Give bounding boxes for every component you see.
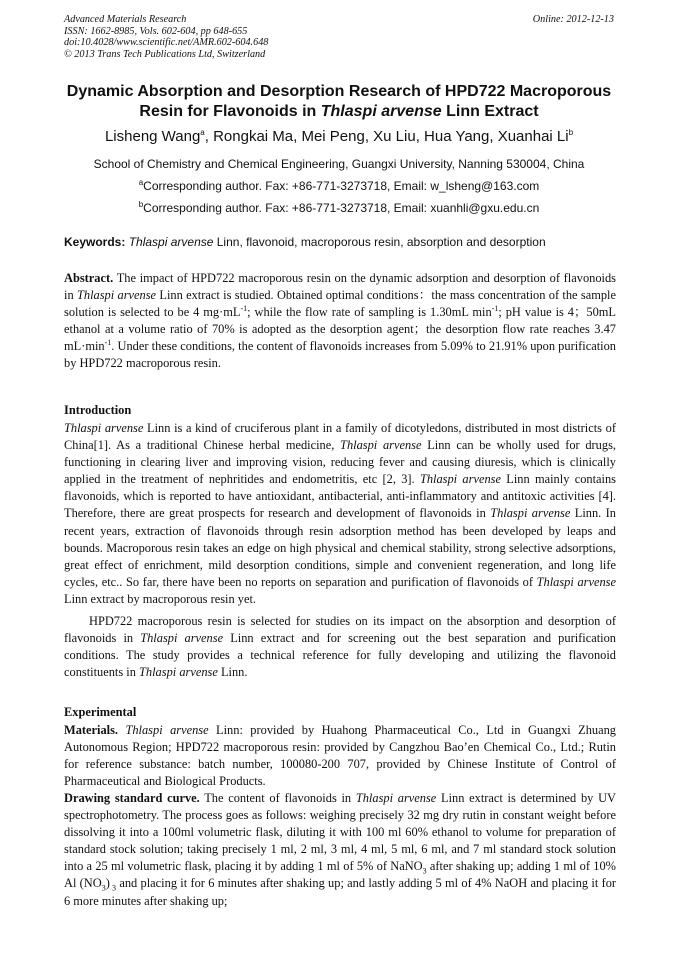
abstract-text: The impact of HPD722 macroporous resin on the dynamic adsorption and desorption of flavonoids in bbox=[64, 271, 616, 303]
intro-paragraph-2 bbox=[64, 613, 616, 681]
species-name: Thlaspi arvense bbox=[64, 421, 144, 435]
body-text: Linn extract and for screening out the best separation and purification conditions. The study provides a technical reference for fully developing and utilizing the flavonoid constituents in bbox=[64, 631, 616, 680]
title-text-end: Linn Extract bbox=[441, 103, 539, 120]
body-text: Linn is a kind of cruciferous plant in a family of dicotyledons, distributed in most districts of China[1]. As a traditional Chinese herbal medicine, bbox=[64, 421, 616, 453]
title-line-2 bbox=[40, 102, 638, 122]
paper-title bbox=[40, 82, 638, 122]
subscript: 3 bbox=[422, 866, 427, 876]
subscript: 3 bbox=[109, 883, 117, 893]
species-name: Thlaspi arvense bbox=[490, 506, 571, 521]
author-rest: , Rongkai Ma, Mei Peng, Xu Liu, Hua Yang, Xuanhai Li bbox=[204, 128, 569, 145]
abstract-text: ; pH value is 4；50mL ethanol at a volume ratio of 70% is adopted as the desorption agent；the desorption flow rate reaches 3.47 mL·min bbox=[64, 305, 616, 354]
body-text: and placing it for 6 minutes after shaking up; and lastly adding 5 ml of 4% NaOH and placing it for 6 more minutes after shaking up; bbox=[64, 876, 617, 908]
author-sup-b: b bbox=[568, 128, 574, 137]
abstract-sup: -1 bbox=[240, 304, 248, 314]
author-first: Lisheng Wang bbox=[104, 128, 201, 145]
body-text: HPD722 macroporous resin is selected for studies on its impact on the absorption and desorption of flavonoids in bbox=[64, 614, 616, 646]
copyright: © 2013 Trans Tech Publications Ltd, Switzerland bbox=[64, 48, 266, 60]
keywords-label: Keywords: bbox=[64, 235, 126, 249]
body-text: ) bbox=[105, 876, 110, 891]
author-list bbox=[40, 127, 638, 147]
species-name: Thlaspi arvense bbox=[340, 438, 422, 453]
section-heading-introduction: Introduction bbox=[64, 403, 132, 417]
species-name: Thlaspi arvense bbox=[355, 791, 437, 805]
species-name: Thlaspi arvense bbox=[140, 631, 224, 646]
standard-curve-paragraph bbox=[64, 790, 616, 910]
body-text: after shaking up; adding 1 ml of 10% Al (NO bbox=[64, 859, 617, 891]
materials-label: Materials. bbox=[64, 723, 119, 737]
online-date: Online: 2012-12-13 bbox=[532, 14, 614, 25]
subscript: 3 bbox=[101, 883, 106, 893]
journal-header bbox=[64, 14, 620, 60]
title-text: Resin for Flavonoids in bbox=[139, 103, 321, 120]
corresponding-author-a bbox=[40, 178, 638, 194]
keywords-species: Thlaspi arvense bbox=[128, 235, 214, 249]
abstract-sup: -1 bbox=[491, 304, 499, 314]
corr-a-sup: a bbox=[138, 178, 144, 187]
body-text: Linn extract is determined by UV spectrophotometry. The process goes as follows: weighing precisely 32 mg dry rutin in constant weight before dissolving it into a 100ml volumetric flask, diluting it with 100 ml 60% ethanol to volume for preparation of standard stock solution; taking precisely 1 ml, 2 ml, 3 ml, 4 ml, 5 ml, 6 ml, and 7 ml standard stock solution into a 25 ml volumetric flask, placing it by adding 1 ml of 5% of NaNO bbox=[64, 791, 616, 874]
abstract-sup: -1 bbox=[104, 338, 112, 348]
species-name: Thlaspi arvense bbox=[419, 472, 501, 487]
abstract-label: Abstract. bbox=[64, 271, 114, 285]
body-text: Linn. bbox=[217, 665, 248, 680]
abstract-text: ; while the flow rate of sampling is 1.30mL min bbox=[247, 305, 492, 320]
species-name: Thlaspi arvense bbox=[536, 574, 616, 589]
keywords bbox=[64, 234, 620, 250]
corr-b-text[interactable]: Corresponding author. Fax: +86-771-3273718, Email: xuanhli@gxu.edu.cn bbox=[143, 201, 540, 215]
abstract-text: Linn extract is studied. Obtained optimal conditions：the mass concentration of the sample solution is selected to be 4 mg·mL bbox=[64, 288, 616, 320]
abstract-text: . Under these conditions, the content of flavonoids increases from 5.09% to 21.91% upon purification by HPD722 macroporous resin. bbox=[64, 339, 616, 371]
title-species: Thlaspi arvense bbox=[320, 103, 442, 120]
body-text: Linn extract by macroporous resin yet. bbox=[64, 591, 256, 606]
section-heading-experimental: Experimental bbox=[64, 705, 137, 719]
corr-b-sup: b bbox=[138, 200, 144, 209]
body-text: Linn can be wholly used for drugs, functioning in clearing liver and improving vision, reducing fever and causing diuresis, which is clinically applied in the treatment of nephritides and endometritis, etc [2, 3]. bbox=[64, 438, 616, 487]
species-name: Thlaspi arvense bbox=[125, 723, 209, 737]
body-text: Linn mainly contains flavonoids, which is reported to have antioxidant, antibacterial, anti-inflammatory and antitoxic activities [4]. Therefore, there are great prospects for research and development of flavonoids in bbox=[64, 472, 616, 521]
abstract-species: Thlaspi arvense bbox=[76, 288, 157, 303]
issn: ISSN: 1662-8985, Vols. 602-604, pp 648-655 bbox=[64, 25, 248, 37]
body-text: Linn. In recent years, extraction of flavonoids through resin adsorption method has been developed by leaps and bounds. Macroporous resin takes an edge on high physical and chemical stability, strong selective adsorptions, great effect of enrichment, mild desorption conditions, simple and convenient regeneration, and long life cycles, etc.. So far, there have been no reports on separation and purification of flavonoids of bbox=[64, 506, 616, 589]
journal-name: Advanced Materials Research bbox=[64, 14, 187, 25]
title-line-1: Dynamic Absorption and Desorption Research of HPD722 Macroporous bbox=[66, 83, 612, 100]
species-name: Thlaspi arvense bbox=[139, 665, 218, 680]
body-text: The content of flavonoids in bbox=[199, 791, 356, 805]
doi[interactable]: doi:10.4028/www.scientific.net/AMR.602-604.648 bbox=[64, 37, 269, 49]
intro-paragraph-1 bbox=[64, 420, 616, 608]
affiliation: School of Chemistry and Chemical Engineering, Guangxi University, Nanning 530004, China bbox=[93, 157, 585, 171]
corr-a-text[interactable]: Corresponding author. Fax: +86-771-3273718, Email: w_lsheng@163.com bbox=[143, 179, 540, 193]
materials-paragraph bbox=[64, 722, 616, 790]
corresponding-author-b bbox=[40, 200, 638, 216]
keywords-text: Linn, flavonoid, macroporous resin, absorption and desorption bbox=[213, 235, 546, 249]
body-text: Linn: provided by Huahong Pharmaceutical Co., Ltd in Guangxi Zhuang Autonomous Region; HPD722 macroporous resin: provided by Cangzhou Bao’en Chemical Co., Ltd.; Rutin for reference substance: batch number, 100080-200 707, provided by Chinese Institute of Control of Pharmaceutical and Biological Products. bbox=[64, 723, 616, 789]
author-sup-a: a bbox=[200, 128, 205, 137]
abstract bbox=[64, 270, 616, 373]
standard-curve-label: Drawing standard curve. bbox=[64, 791, 200, 805]
